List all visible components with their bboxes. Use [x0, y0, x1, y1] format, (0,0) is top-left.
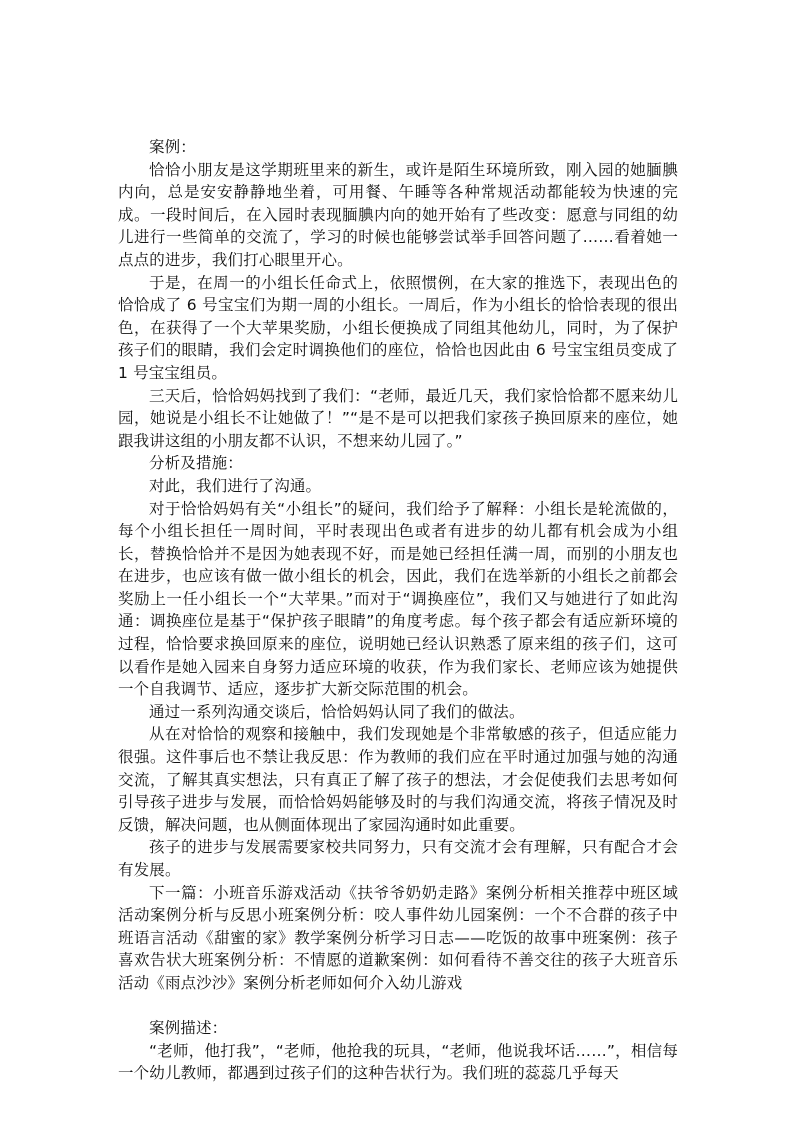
- paragraph: 恰恰小朋友是这学期班里来的新生，或许是陌生环境所致，刚入园的她腼腆内向，总是安安静静地坐着，可用餐、午睡等各种常规活动都能较为快速的完成。一段时间后，在入园时表现腼腆内向的她开始有了些改变：愿意与同组的幼儿进行一些简单的交流了，学习的时候也能够尝试举手回答问题了……看着她一点点的进步，我们打心眼里开心。: [118, 160, 678, 269]
- blank-line: [118, 995, 678, 1018]
- paragraph: 孩子的进步与发展需要家校共同努力，只有交流才会有理解，只有配合才会有发展。: [118, 838, 678, 879]
- section-heading-case: 案例：: [149, 138, 196, 156]
- paragraph: 通过一系列沟通交谈后，恰恰妈妈认同了我们的做法。: [149, 702, 525, 721]
- paragraph: 对此，我们进行了沟通。: [149, 476, 322, 495]
- paragraph: 从在对恰恰的观察和接触中，我们发现她是个非常敏感的孩子，但适应能力很强。这件事后也不禁让我反思：作为教师的我们应在平时通过加强与她的沟通交流，了解其真实想法，只有真正了解了孩子的想法，才会促使我们去思考如何引导孩子进步与发展，而恰恰妈妈能够及时的与我们沟通交流，将孩子情况及时反馈，解决问题，也从侧面体现出了家园沟通时如此重要。: [118, 725, 678, 834]
- paragraph: “老师，他打我”，“老师，他抢我的玩具，“老师，他说我坏话……”，相信每一个幼儿教师，都遇到过孩子们的这种告状行为。我们班的蕊蕊几乎每天: [118, 1041, 678, 1083]
- section-heading-analysis: 分析及措施：: [149, 454, 243, 473]
- paragraph: 三天后，恰恰妈妈找到了我们：“老师，最近几天，我们家恰恰都不愿来幼儿园，她说是小组长不让她做了！”“是不是可以把我们家孩子换回原来的座位，她跟我讲这组的小朋友都不认识，不想来幼儿园了。”: [118, 386, 678, 450]
- paragraph: 于是，在周一的小组长任命式上，依照惯例，在大家的推选下，表现出色的恰恰成了 6 号宝宝们为期一周的小组长。一周后，作为小组长的恰恰表现的很出色，在获得了一个大苹果奖励，小组长便换成了同组其他幼儿，同时，为了保护孩子们的眼睛，我们会定时调换他们的座位，恰恰也因此由 6 号宝宝组员变成了 1 号宝宝组员。: [118, 273, 678, 382]
- document-body: [118, 136, 678, 1085]
- section-heading-description: 案例描述：: [149, 1019, 228, 1038]
- paragraph: 对于恰恰妈妈有关“小组长”的疑问，我们给予了解释：小组长是轮流做的，每个小组长担任一周时间，平时表现出色或者有进步的幼儿都有机会成为小组长，替换恰恰并不是因为她表现不好，而是她已经担任满一周，而别的小朋友也在进步，也应该有做一做小组长的机会，因此，我们在选举新的小组长之前都会奖励上一任小组长一个“大苹果。”而对于“调换座位”，我们又与她进行了如此沟通：调换座位是基于“保护孩子眼睛”的角度考虑。每个孩子都会有适应新环境的过程，恰恰要求换回原来的座位，说明她已经认识熟悉了原来组的孩子们，这可以看作是她入园来自身努力适应环境的收获，作为我们家长、老师应该为她提供一个自我调节、适应，逐步扩大新交际范围的机会。: [118, 499, 678, 699]
- related-articles-paragraph: 下一篇：小班音乐游戏活动《扶爷爷奶奶走路》案例分析相关推荐中班区域活动案例分析与反思小班案例分析：咬人事件幼儿园案例：一个不合群的孩子中班语言活动《甜蜜的家》教学案例分析学习日志——吃饭的故事中班案例：孩子喜欢告状大班案例分析：不情愿的道歉案例：如何看待不善交往的孩子大班音乐活动《雨点沙沙》案例分析老师如何介入幼儿游戏: [118, 883, 678, 992]
